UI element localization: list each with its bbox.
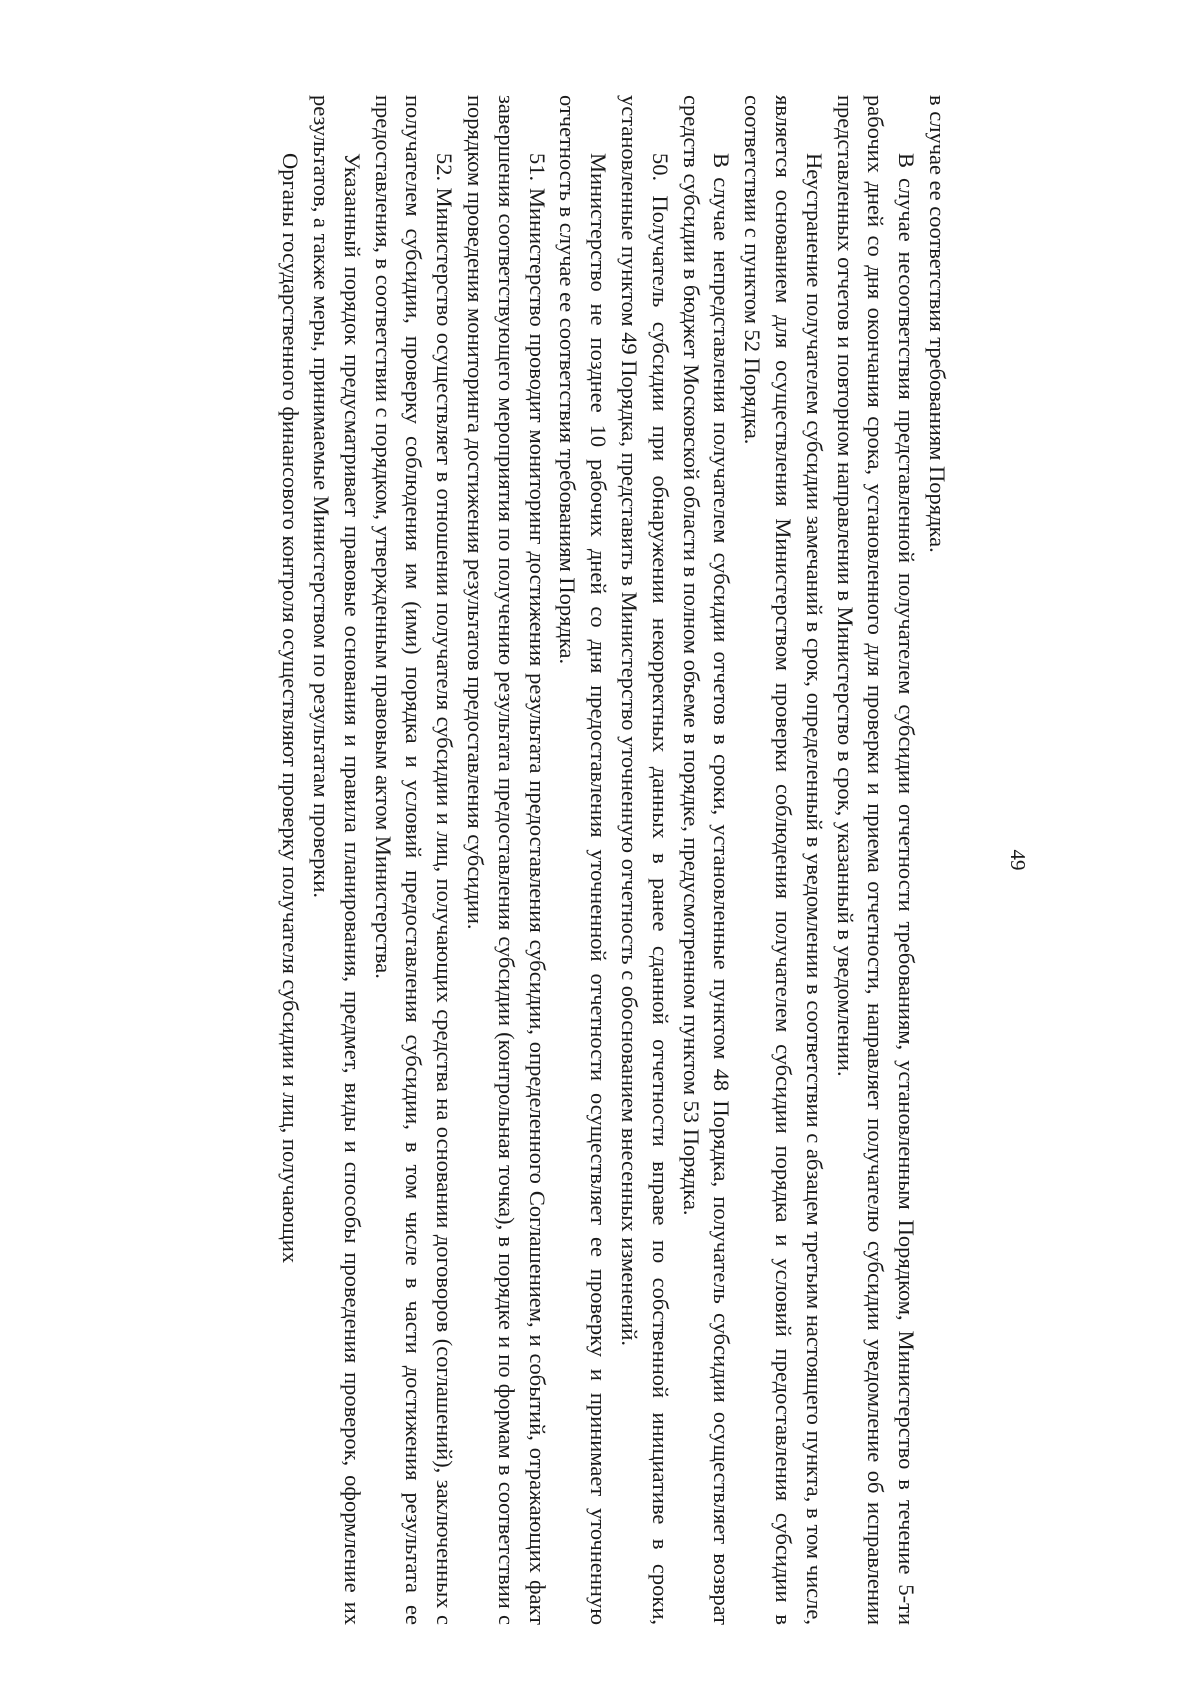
paragraph-continuation: в случае ее соответствия требованиям Порядка. — [925, 95, 950, 553]
paragraph-non-submission: В случае непредставления получателем субсидии отчетов в сроки, установленные пунктом 48 Порядка, получатель субсидии осуществляет возврат средств субсидии в бюджет Московской области в полном объеме в порядке, предусмотренном пунктом 53 Порядка. — [678, 95, 735, 1625]
paragraph-item-50: 50. Получатель субсидии при обнаружении некорректных данных в ранее сданной отчетности вправе по собственной инициативе в сроки, установленные пунктом 49 Порядка, представить в Министерство уточненную отчетность с обоснованием внесенных изменений. — [617, 95, 673, 1625]
paragraph-item-52: 52. Министерство осуществляет в отношении получателя субсидии и лиц, получающих средства на основании договоров (соглашений), заключенных с получателем субсидии, проверку соблюдения им (ими) порядка и условий предоставления субсидии, в том числе в части достижения результата ее предоставления, в соответствии с порядком, утвержденным правовым актом Министерства. — [370, 95, 458, 1625]
paragraph-procedure: Указанный порядок предусматривает правовые основания и правила планирования, предмет, виды и способы проведения проверок, оформление их результатов, а также меры, принимаемые Министерством по результатам проверки. — [309, 95, 365, 1625]
document-page — [170, 95, 1030, 1625]
paragraph-clarified-reporting: Министерство не позднее 10 рабочих дней со дня предоставления уточненной отчетности осуществляет ее проверку и принимает уточненную отчетность в случае ее соответствия требованиям Порядка. — [555, 95, 612, 1625]
page-number: 49 — [1006, 849, 1030, 871]
paragraph-item-51: 51. Министерство проводит мониторинг достижения результата предоставления субсидии, определенного Соглашением, и событий, отражающих факт завершения соответствующего мероприятия по получению результата предоставления субсидии (контрольная точка), в порядке и по формам в соответствии с порядком проведения мониторинга достижения результатов предоставления субсидии. — [463, 95, 550, 1625]
paragraph-financial-control: Органы государственного финансового контроля осуществляют проверку получателя субсидии и лиц, получающих — [278, 153, 304, 1264]
document-body — [274, 95, 952, 1625]
paragraph-noncompliance: В случае несоответствия представленной получателем субсидии отчетности требованиям, установленным Порядком, Министерство в течение 5-ти рабочих дней со дня окончания срока, установленного для проверки и приема отчетности, направляет получателю субсидии уведомление об исправлении представленных отчетов и повторном направлении в Министерство в срок, указанный в уведомлении. — [832, 95, 920, 1625]
paragraph-unresolved-remarks: Неустранение получателем субсидии замечаний в срок, определенный в уведомлении в соответствии с абзацем третьим настоящего пункта, в том числе, является основанием для осуществления Министерством проверки соблюдения получателем субсидии порядка и условий предоставления субсидии в соответствии с пунктом 52 Порядка. — [740, 95, 827, 1625]
